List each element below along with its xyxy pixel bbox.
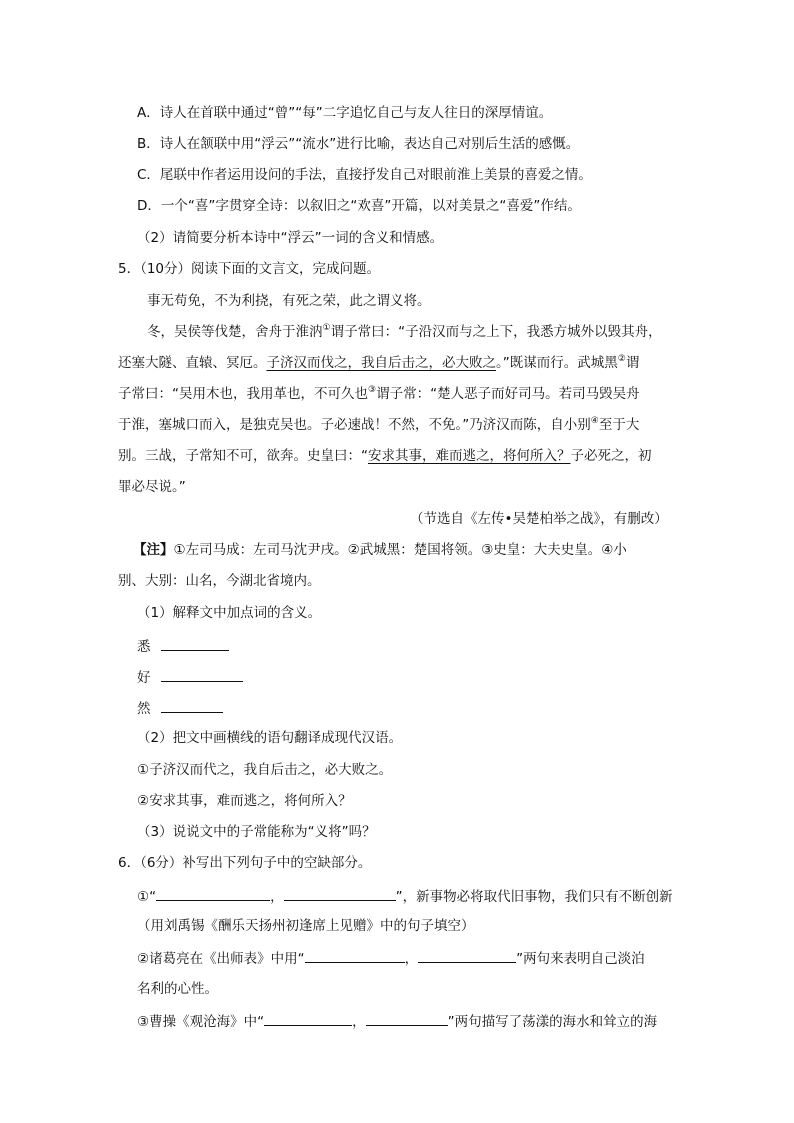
q5-header: 5．（10分）阅读下面的文言文，完成问题。: [118, 261, 381, 277]
q4-option-b: B．诗人在颔联中用“浮云”“流水”进行比喻，表达自己对别后生活的感慨。: [137, 136, 580, 152]
answer-blank-6-3b[interactable]: [366, 1011, 448, 1026]
answer-blank-word1[interactable]: [161, 636, 229, 651]
q6-line-1: ①“ ， ”，新事物必将取代旧事物，我们只有不断创新: [137, 886, 673, 906]
answer-blank-6-1b[interactable]: [284, 886, 396, 901]
note-marker-3: ③: [368, 385, 377, 395]
q5-word2-row: 好: [137, 667, 243, 687]
q4-option-d: D．一个“喜”字贯穿全诗：以叙旧之“欢喜”开篇，以对美景之“喜爱”作结。: [137, 198, 581, 214]
q5-source: （节选自《左传•吴楚柏举之战》，有删改）: [410, 511, 668, 527]
underlined-sentence-2: 安求其事，难而逃之，将何所入？: [368, 448, 571, 464]
note-marker-4: ④: [590, 416, 599, 426]
answer-blank-6-3a[interactable]: [264, 1011, 352, 1026]
note-marker-1: ①: [322, 323, 331, 333]
answer-blank-6-2a[interactable]: [305, 948, 405, 963]
answer-blank-6-2b[interactable]: [418, 948, 516, 963]
q5-notes-line-1: 【注】①左司马成：左司马沈尹戌。②武城黑：楚国将领。③史皇：大夫史皇。④小: [133, 542, 627, 558]
q5-passage-line-1: 冬，吴侯等伐楚，舍舟于淮汭①谓子常曰：“子沿汉而与之上下，我悉方城外以毁其舟，: [147, 323, 662, 340]
q6-line-2: ②诸葛亮在《出师表》中用“ ， ”两句来表明自己淡泊: [137, 948, 645, 968]
note-marker-2: ②: [617, 354, 626, 364]
q5-sub1: （1）解释文中加点词的含义。: [137, 605, 322, 621]
underlined-sentence-1: 子济汉而伐之，我自后击之，必大败之: [266, 355, 496, 371]
answer-blank-6-1a[interactable]: [156, 886, 270, 901]
q6-header: 6．（6分）补写出下列句子中的空缺部分。: [118, 855, 372, 871]
q5-passage-line-4: 于淮，塞城口而入，是独克吴也。子必速战！不然，不免。”乃济汉而陈，自小别④至于大: [118, 416, 640, 433]
q5-passage-line-5: 别。三战，子常知不可，欲奔。史皇曰：“安求其事，难而逃之，将何所入？子必死之，初: [118, 448, 652, 464]
q6-line-1-source: （用刘禹锡《酬乐天扬州初逢席上见赠》中的句子填空）: [137, 918, 475, 934]
q5-trans1: ①子济汉而代之，我自后击之，必大败之。: [137, 762, 393, 778]
q4-sub2: （2）请简要分析本诗中“浮云”一词的含义和情感。: [137, 230, 444, 246]
q5-word3-row: 然: [137, 698, 223, 718]
q5-sub2: （2）把文中画横线的语句翻译成现代汉语。: [137, 730, 403, 746]
q5-sub3: （3）说说文中的子常能称为“义将”吗？: [137, 824, 376, 840]
q5-passage-line-3: 子常曰：“吴用木也，我用革也，不可久也③谓子常：“楚人恶子而好司马。若司马毁吴舟: [118, 385, 640, 402]
q4-option-c: C．尾联中作者运用设问的手法，直接抒发自己对眼前淮上美景的喜爱之情。: [137, 167, 592, 183]
q5-passage-line-6: 罪必尽说。”: [118, 479, 186, 495]
q5-passage-line-2: 还塞大隧、直辕、冥厄。子济汉而伐之，我自后击之，必大败之。”既谋而行。武城黑②谓: [118, 354, 640, 371]
q5-trans2: ②安求其事，难而逃之，将何所入？: [137, 793, 352, 809]
q5-intro: 事无苟免，不为利挠，有死之荣，此之谓义将。: [147, 293, 431, 309]
answer-blank-word3[interactable]: [161, 698, 223, 713]
q5-word1-row: 悉: [137, 636, 229, 656]
q6-line-2-cont: 名利的心性。: [137, 981, 218, 997]
q4-option-a: A．诗人在首联中通过“曾”“每”二字追忆自己与友人往日的深厚情谊。: [137, 105, 553, 121]
q5-notes-line-2: 别、大别：山名，今湖北省境内。: [118, 573, 321, 589]
answer-blank-word2[interactable]: [161, 667, 243, 682]
q6-line-3: ③曹操《观沧海》中“ ， ”两句描写了荡漾的海水和耸立的海: [137, 1011, 657, 1031]
notes-label: 【注】: [133, 542, 174, 558]
